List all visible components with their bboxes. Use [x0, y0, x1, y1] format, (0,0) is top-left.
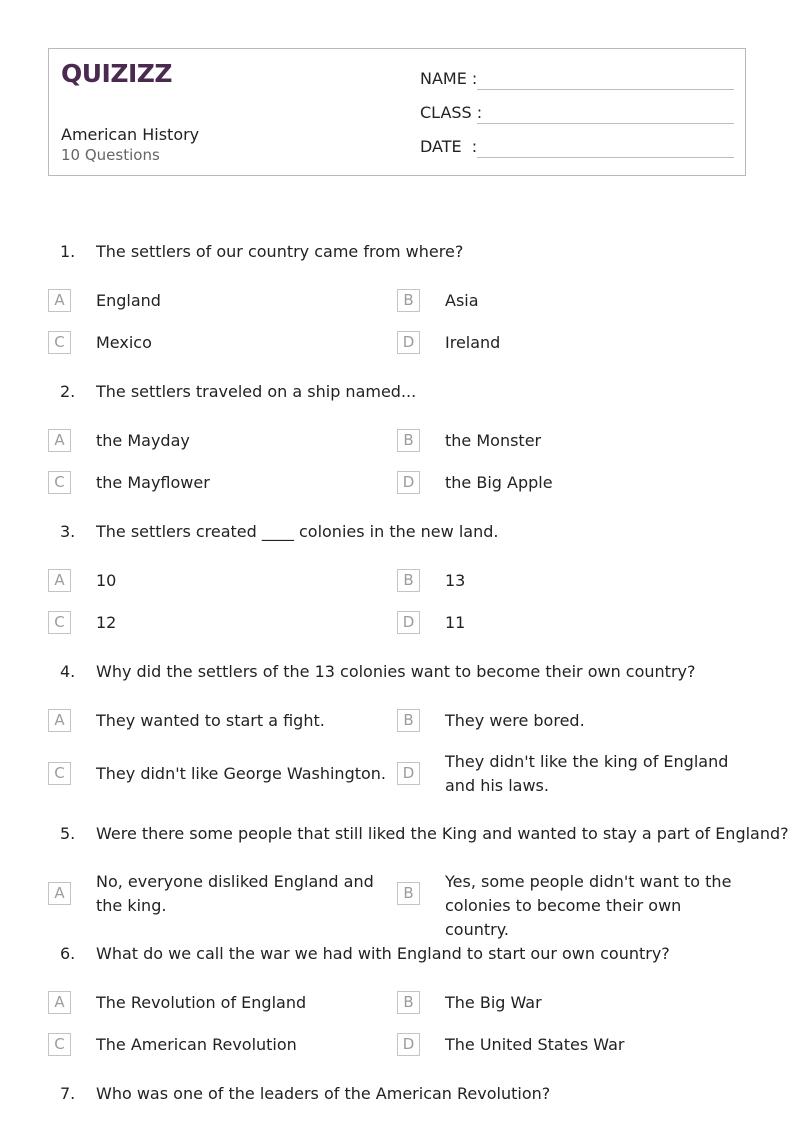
option-text: the Mayflower [96, 473, 210, 492]
option-text: Mexico [96, 333, 152, 352]
option-text: the Monster [445, 431, 542, 450]
class-field [420, 103, 734, 127]
option-text: Asia [445, 291, 479, 310]
option-text: Ireland [445, 333, 501, 352]
option-letter: D [397, 762, 420, 785]
option-letter: C [48, 1033, 71, 1056]
question-count: 10 Questions [61, 146, 160, 164]
question-text: Why did the settlers of the 13 colonies want to become their own country? [96, 662, 696, 681]
name-label: NAME : [420, 69, 478, 88]
option-text: They didn't like the king of England and his laws. [445, 752, 729, 795]
option-text: No, everyone disliked England and the king. [96, 872, 374, 915]
option-letter: D [397, 471, 420, 494]
option-letter: C [48, 762, 71, 785]
date-field [420, 137, 734, 161]
question-number: 1. [60, 242, 76, 261]
worksheet-header [48, 48, 746, 176]
option-text: 13 [445, 571, 466, 590]
option-letter: A [48, 569, 71, 592]
question-number: 4. [60, 662, 76, 681]
option-letter: A [48, 882, 71, 905]
option-text: The United States War [445, 1035, 625, 1054]
question-text: Were there some people that still liked the King and wanted to stay a part of England? [96, 824, 789, 843]
date-line [477, 157, 734, 158]
question-number: 6. [60, 944, 76, 963]
option-text: The Revolution of England [96, 993, 307, 1012]
option-letter: D [397, 611, 420, 634]
option-text: The Big War [445, 993, 542, 1012]
option-letter: A [48, 429, 71, 452]
option-text: They wanted to start a fight. [96, 711, 325, 730]
option-letter: A [48, 991, 71, 1014]
option-letter: D [397, 331, 420, 354]
option-letter: D [397, 1033, 420, 1056]
option-letter: A [48, 289, 71, 312]
question-text: What do we call the war we had with England to start our own country? [96, 944, 670, 963]
question-number: 2. [60, 382, 76, 401]
option-text: 12 [96, 613, 117, 632]
question-number: 7. [60, 1084, 76, 1103]
question-text: The settlers created ____ colonies in the new land. [96, 522, 499, 541]
option-letter: C [48, 331, 71, 354]
worksheet-title: American History [61, 125, 200, 144]
option-text: Yes, some people didn't want to the colonies to become their own country. [445, 872, 732, 939]
option-letter: C [48, 471, 71, 494]
class-line [477, 123, 734, 124]
class-label: CLASS : [420, 103, 483, 122]
option-letter: B [397, 709, 420, 732]
option-letter: B [397, 569, 420, 592]
name-field [420, 69, 734, 93]
option-text: the Big Apple [445, 473, 553, 492]
question-text: The settlers of our country came from where? [96, 242, 464, 261]
option-text: 11 [445, 613, 466, 632]
question-text: Who was one of the leaders of the American Revolution? [96, 1084, 551, 1103]
option-text: England [96, 291, 161, 310]
question-number: 5. [60, 824, 76, 843]
question-number: 3. [60, 522, 76, 541]
option-letter: A [48, 709, 71, 732]
option-letter: B [397, 429, 420, 452]
option-text: 10 [96, 571, 117, 590]
name-line [477, 89, 734, 90]
question-text: The settlers traveled on a ship named... [96, 382, 417, 401]
option-text: The American Revolution [96, 1035, 297, 1054]
date-label: DATE : [420, 137, 478, 156]
option-text: They were bored. [445, 711, 585, 730]
option-letter: B [397, 882, 420, 905]
option-letter: B [397, 289, 420, 312]
quizizz-logo: QUIZIZZ [61, 59, 173, 88]
option-text: They didn't like George Washington. [96, 764, 387, 783]
option-text: the Mayday [96, 431, 190, 450]
option-letter: B [397, 991, 420, 1014]
option-letter: C [48, 611, 71, 634]
